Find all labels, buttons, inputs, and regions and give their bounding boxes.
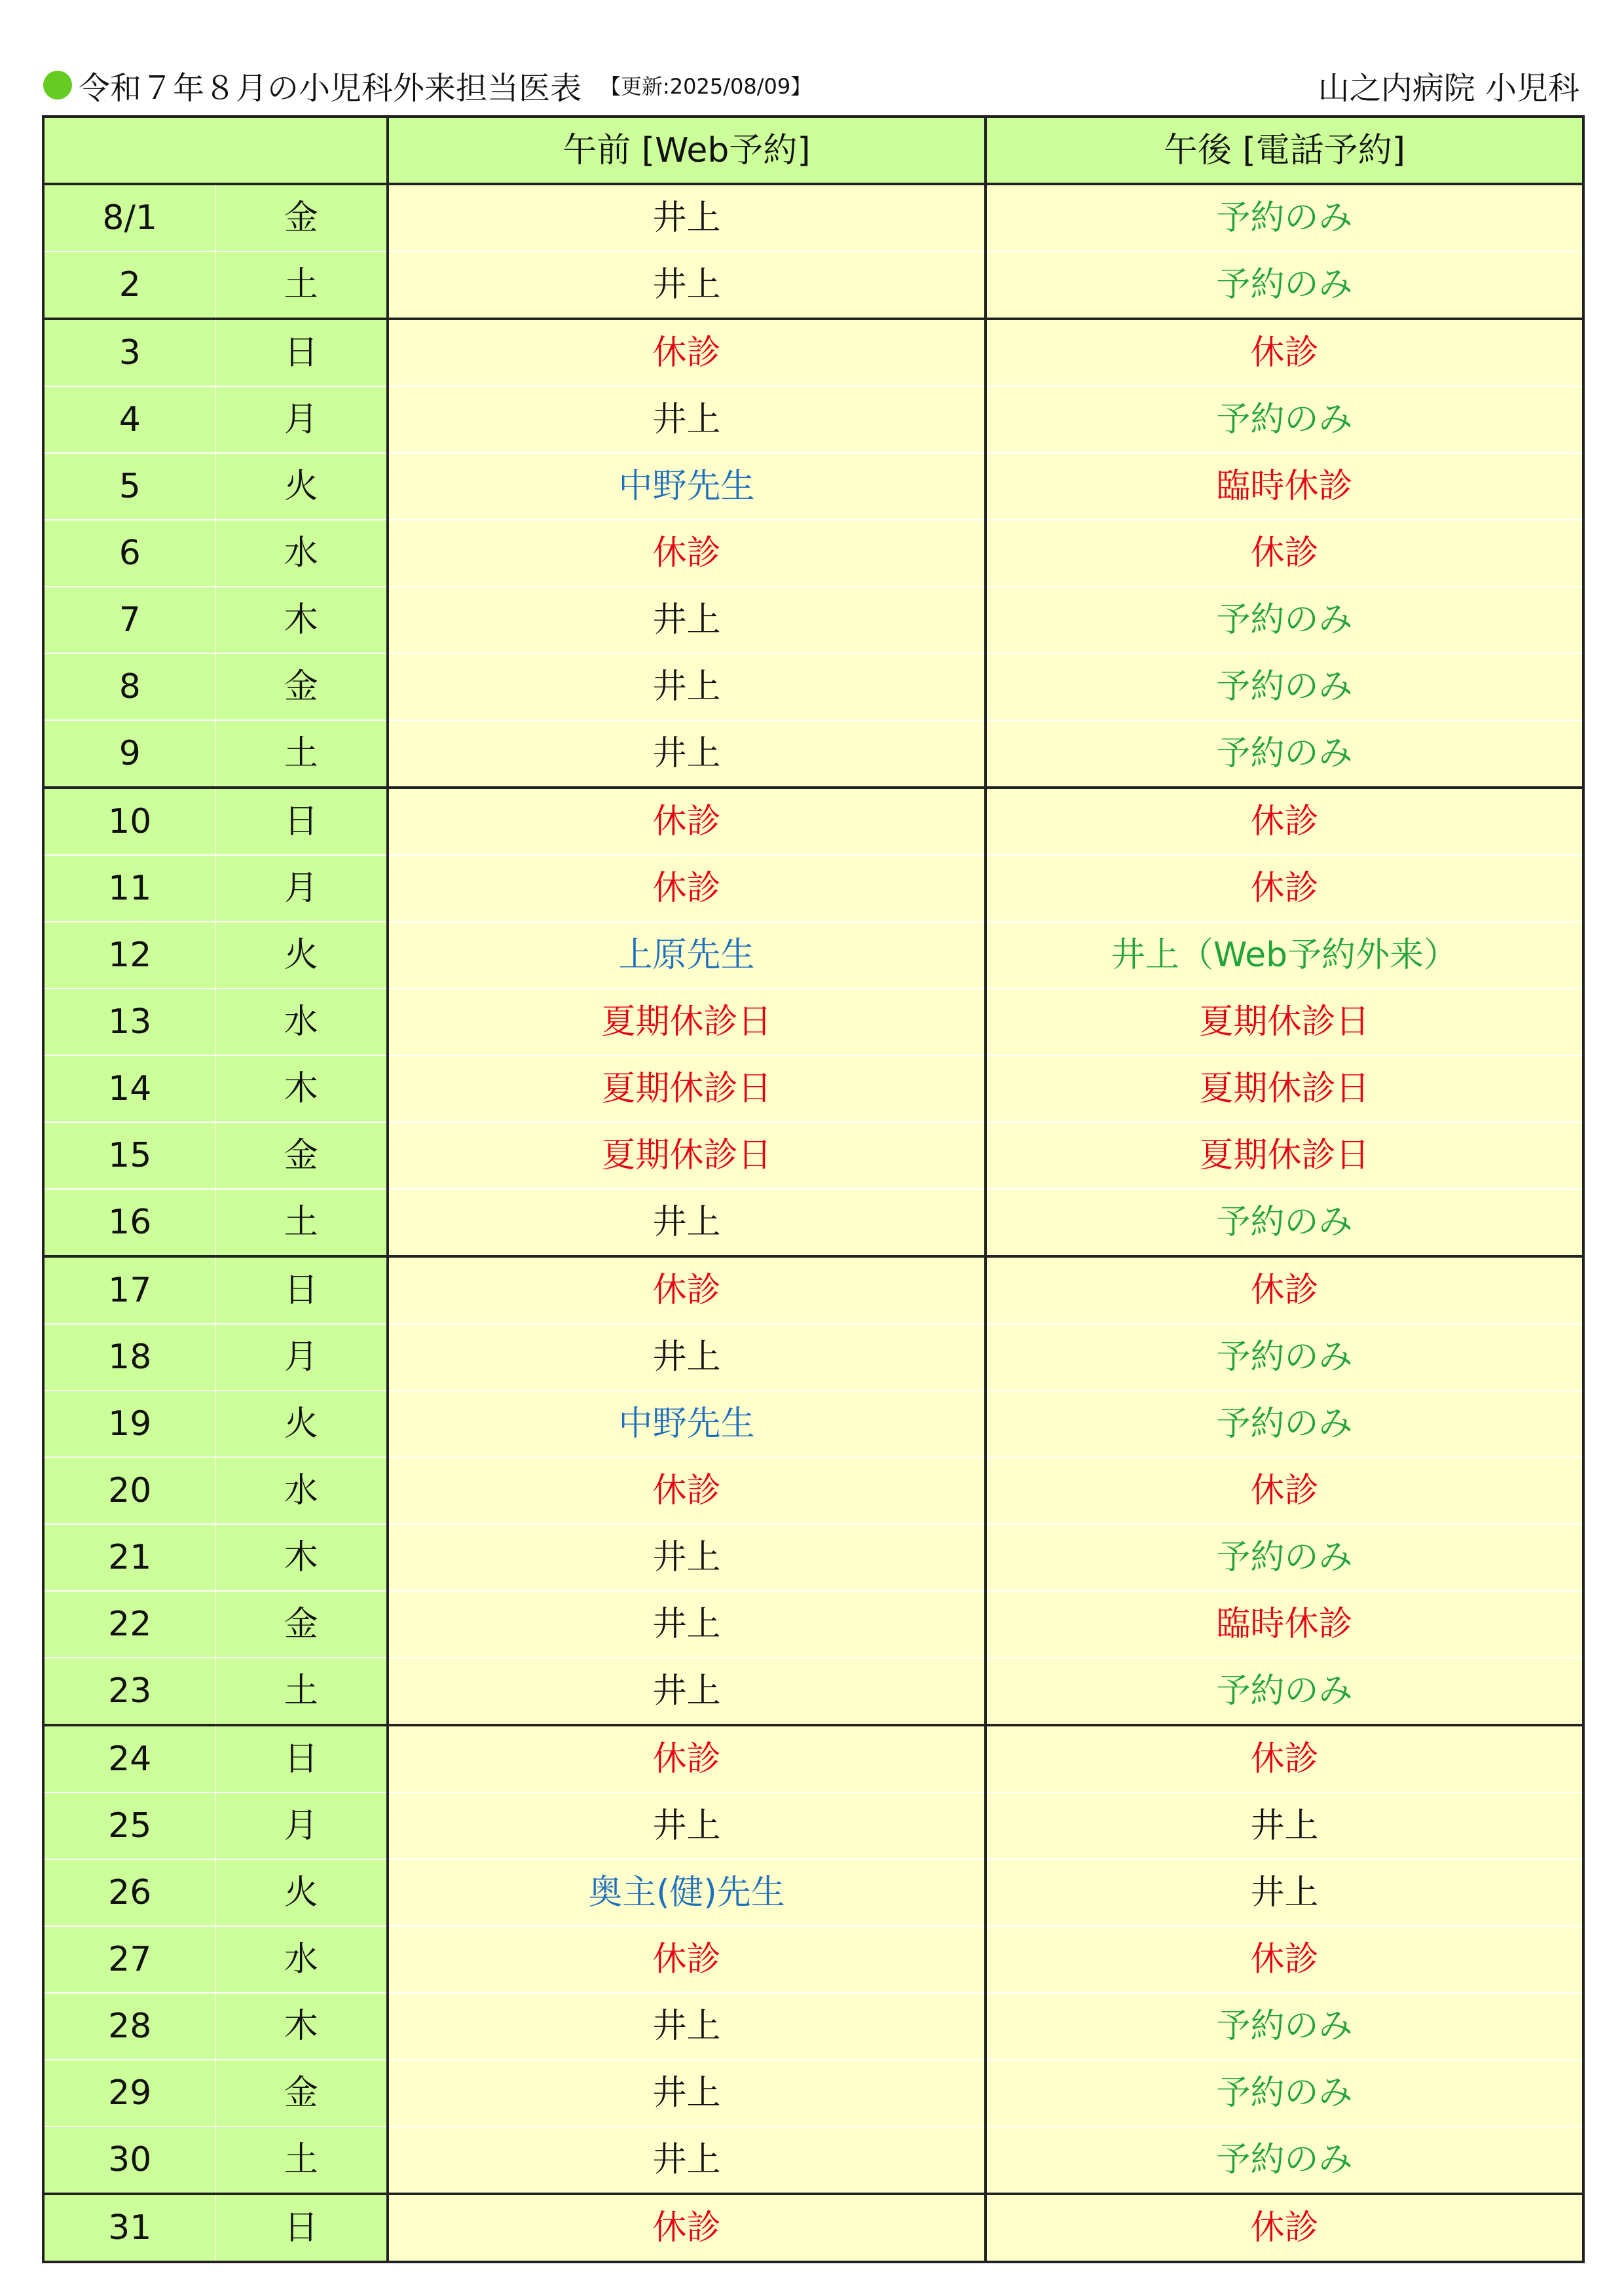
table-row (43, 587, 1583, 653)
weekday-cell: 月 (215, 855, 388, 922)
weekday-cell: 土 (215, 720, 388, 788)
date-cell: 21 (43, 1524, 215, 1591)
table-row (43, 1591, 1583, 1658)
table-row (43, 520, 1583, 587)
table-row (43, 2060, 1583, 2126)
pm-doctor-cell: 予約のみ (986, 1324, 1583, 1391)
date-cell: 2 (43, 251, 215, 319)
weekday-cell: 金 (215, 1591, 388, 1658)
table-row (43, 2126, 1583, 2194)
date-cell: 19 (43, 1391, 215, 1457)
pm-doctor-cell: 休診 (986, 788, 1583, 855)
am-doctor-cell: 井上 (388, 587, 986, 653)
table-row (43, 1055, 1583, 1122)
date-cell: 30 (43, 2126, 215, 2194)
pm-doctor-cell: 井上（Web予約外来） (986, 922, 1583, 989)
table-row (43, 1658, 1583, 1725)
table-row (43, 1457, 1583, 1524)
weekday-cell: 水 (215, 1457, 388, 1524)
date-cell: 31 (43, 2194, 215, 2262)
weekday-cell: 月 (215, 1324, 388, 1391)
pm-doctor-cell: 予約のみ (986, 2060, 1583, 2126)
date-cell: 5 (43, 453, 215, 520)
pm-doctor-cell: 井上 (986, 1859, 1583, 1926)
am-doctor-cell: 井上 (388, 1524, 986, 1591)
pm-doctor-cell: 予約のみ (986, 1391, 1583, 1457)
date-cell: 16 (43, 1189, 215, 1256)
schedule-body (43, 184, 1583, 2262)
am-doctor-cell: 夏期休診日 (388, 1122, 986, 1189)
table-row (43, 1324, 1583, 1391)
am-doctor-cell: 井上 (388, 251, 986, 319)
table-row (43, 184, 1583, 251)
date-cell: 18 (43, 1324, 215, 1391)
weekday-cell: 木 (215, 1055, 388, 1122)
am-doctor-cell: 休診 (388, 855, 986, 922)
pm-doctor-cell: 夏期休診日 (986, 989, 1583, 1055)
date-cell: 13 (43, 989, 215, 1055)
pm-doctor-cell: 休診 (986, 319, 1583, 386)
weekday-cell: 火 (215, 1859, 388, 1926)
am-doctor-cell: 休診 (388, 1725, 986, 1793)
pm-doctor-cell: 夏期休診日 (986, 1122, 1583, 1189)
document-header (43, 59, 1579, 111)
am-doctor-cell: 井上 (388, 1793, 986, 1859)
date-cell: 6 (43, 520, 215, 587)
date-cell: 25 (43, 1793, 215, 1859)
date-cell: 20 (43, 1457, 215, 1524)
weekday-cell: 日 (215, 1725, 388, 1793)
date-cell: 23 (43, 1658, 215, 1725)
date-cell: 4 (43, 386, 215, 453)
am-doctor-cell: 井上 (388, 653, 986, 720)
am-doctor-cell: 奥主(健)先生 (388, 1859, 986, 1926)
pm-doctor-cell: 夏期休診日 (986, 1055, 1583, 1122)
pm-doctor-cell: 井上 (986, 1793, 1583, 1859)
am-doctor-cell: 井上 (388, 1658, 986, 1725)
am-doctor-cell: 夏期休診日 (388, 989, 986, 1055)
date-cell: 3 (43, 319, 215, 386)
pm-doctor-cell: 予約のみ (986, 184, 1583, 251)
table-row (43, 386, 1583, 453)
am-doctor-cell: 夏期休診日 (388, 1055, 986, 1122)
am-doctor-cell: 休診 (388, 1457, 986, 1524)
pm-doctor-cell: 予約のみ (986, 653, 1583, 720)
am-doctor-cell: 中野先生 (388, 1391, 986, 1457)
weekday-cell: 土 (215, 2126, 388, 2194)
weekday-cell: 水 (215, 989, 388, 1055)
date-cell: 7 (43, 587, 215, 653)
table-row (43, 1793, 1583, 1859)
date-cell: 8 (43, 653, 215, 720)
weekday-cell: 金 (215, 653, 388, 720)
table-row (43, 720, 1583, 788)
table-row (43, 1725, 1583, 1793)
am-doctor-cell: 中野先生 (388, 453, 986, 520)
table-row (43, 788, 1583, 855)
table-row (43, 2194, 1583, 2262)
weekday-cell: 木 (215, 1993, 388, 2060)
date-cell: 17 (43, 1256, 215, 1324)
am-doctor-cell: 井上 (388, 2126, 986, 2194)
weekday-cell: 日 (215, 1256, 388, 1324)
pm-doctor-cell: 休診 (986, 855, 1583, 922)
am-doctor-cell: 休診 (388, 2194, 986, 2262)
header-am: 午前 [Web予約] (388, 117, 986, 184)
header-pm: 午後 [電話予約] (986, 117, 1583, 184)
pm-doctor-cell: 休診 (986, 520, 1583, 587)
pm-doctor-cell: 休診 (986, 1457, 1583, 1524)
pm-doctor-cell: 予約のみ (986, 720, 1583, 788)
date-cell: 28 (43, 1993, 215, 2060)
pm-doctor-cell: 予約のみ (986, 1993, 1583, 2060)
table-row (43, 1189, 1583, 1256)
weekday-cell: 日 (215, 2194, 388, 2262)
weekday-cell: 日 (215, 319, 388, 386)
am-doctor-cell: 井上 (388, 2060, 986, 2126)
weekday-cell: 土 (215, 1189, 388, 1256)
table-row (43, 1122, 1583, 1189)
weekday-cell: 火 (215, 453, 388, 520)
date-cell: 11 (43, 855, 215, 922)
am-doctor-cell: 井上 (388, 1324, 986, 1391)
page-title: 令和７年８月の小児科外来担当医表 (79, 69, 582, 107)
date-cell: 8/1 (43, 184, 215, 251)
weekday-cell: 金 (215, 1122, 388, 1189)
table-row (43, 319, 1583, 386)
am-doctor-cell: 井上 (388, 184, 986, 251)
weekday-cell: 月 (215, 386, 388, 453)
table-row (43, 922, 1583, 989)
table-row (43, 855, 1583, 922)
weekday-cell: 火 (215, 922, 388, 989)
pm-doctor-cell: 予約のみ (986, 1658, 1583, 1725)
table-row (43, 251, 1583, 319)
am-doctor-cell: 井上 (388, 1189, 986, 1256)
pm-doctor-cell: 休診 (986, 1256, 1583, 1324)
weekday-cell: 金 (215, 2060, 388, 2126)
pm-doctor-cell: 予約のみ (986, 587, 1583, 653)
weekday-cell: 金 (215, 184, 388, 251)
table-row (43, 653, 1583, 720)
date-cell: 14 (43, 1055, 215, 1122)
weekday-cell: 水 (215, 1926, 388, 1993)
table-row (43, 989, 1583, 1055)
date-cell: 22 (43, 1591, 215, 1658)
am-doctor-cell: 休診 (388, 319, 986, 386)
table-row (43, 1391, 1583, 1457)
am-doctor-cell: 休診 (388, 1256, 986, 1324)
weekday-cell: 土 (215, 251, 388, 319)
am-doctor-cell: 休診 (388, 520, 986, 587)
table-row (43, 453, 1583, 520)
am-doctor-cell: 井上 (388, 386, 986, 453)
pm-doctor-cell: 休診 (986, 2194, 1583, 2262)
am-doctor-cell: 井上 (388, 720, 986, 788)
weekday-cell: 月 (215, 1793, 388, 1859)
pm-doctor-cell: 予約のみ (986, 386, 1583, 453)
date-cell: 24 (43, 1725, 215, 1793)
pm-doctor-cell: 予約のみ (986, 251, 1583, 319)
weekday-cell: 火 (215, 1391, 388, 1457)
header-date-cell (43, 117, 388, 184)
table-row (43, 1524, 1583, 1591)
table-header-row (43, 117, 1583, 184)
table-row (43, 1926, 1583, 1993)
date-cell: 29 (43, 2060, 215, 2126)
am-doctor-cell: 休診 (388, 788, 986, 855)
pm-doctor-cell: 休診 (986, 1725, 1583, 1793)
date-cell: 12 (43, 922, 215, 989)
table-row (43, 1993, 1583, 2060)
am-doctor-cell: 休診 (388, 1926, 986, 1993)
weekday-cell: 水 (215, 520, 388, 587)
table-row (43, 1256, 1583, 1324)
am-doctor-cell: 井上 (388, 1993, 986, 2060)
pm-doctor-cell: 臨時休診 (986, 1591, 1583, 1658)
date-cell: 15 (43, 1122, 215, 1189)
schedule-table (42, 115, 1585, 2263)
updated-date: 【更新:2025/08/09】 (600, 74, 812, 99)
weekday-cell: 木 (215, 1524, 388, 1591)
hospital-name: 山之内病院 小児科 (1318, 69, 1579, 107)
date-cell: 26 (43, 1859, 215, 1926)
am-doctor-cell: 井上 (388, 1591, 986, 1658)
pm-doctor-cell: 予約のみ (986, 2126, 1583, 2194)
pm-doctor-cell: 予約のみ (986, 1189, 1583, 1256)
green-dot-icon (43, 71, 72, 100)
table-row (43, 1859, 1583, 1926)
pm-doctor-cell: 臨時休診 (986, 453, 1583, 520)
weekday-cell: 日 (215, 788, 388, 855)
pm-doctor-cell: 予約のみ (986, 1524, 1583, 1591)
date-cell: 27 (43, 1926, 215, 1993)
am-doctor-cell: 上原先生 (388, 922, 986, 989)
weekday-cell: 土 (215, 1658, 388, 1725)
pm-doctor-cell: 休診 (986, 1926, 1583, 1993)
date-cell: 9 (43, 720, 215, 788)
date-cell: 10 (43, 788, 215, 855)
weekday-cell: 木 (215, 587, 388, 653)
